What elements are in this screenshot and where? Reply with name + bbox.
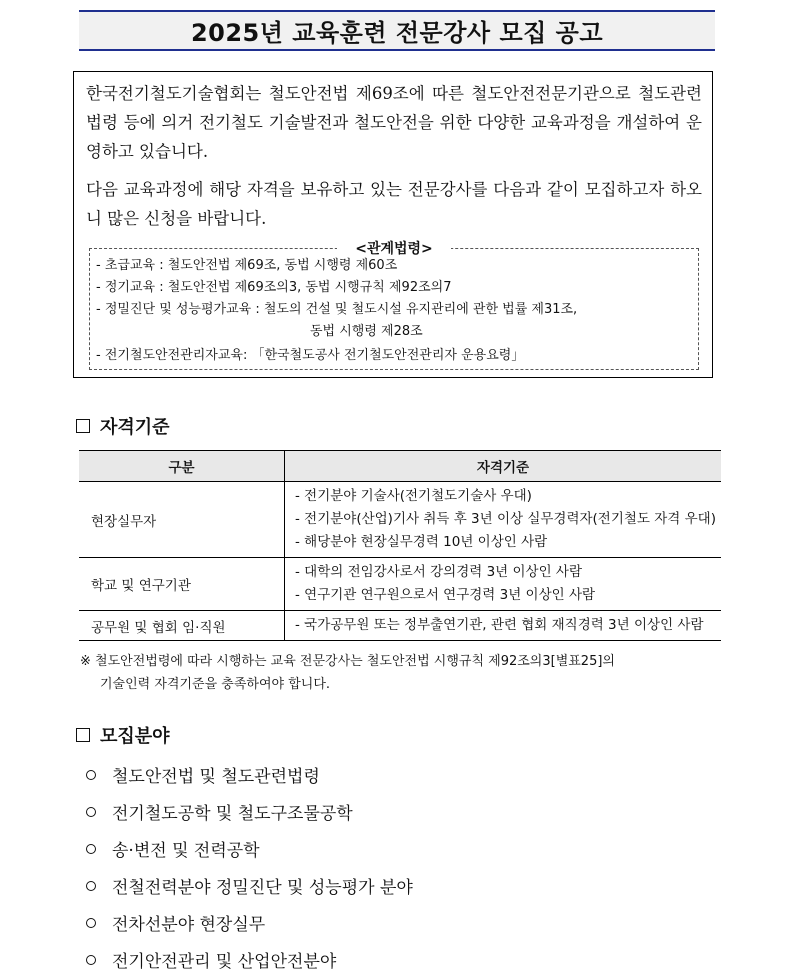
qualification-note: ※ 철도안전법령에 따라 시행하는 교육 전문강사는 철도안전법 시행규칙 제92조의3[별표25]의 기술인력 자격기준을 충족하여야 합니다. [80, 654, 615, 692]
row-criteria: - 국가공무원 또는 정부출연기관, 관련 협회 재직경력 3년 이상인 사람 [285, 611, 722, 641]
law-item: - 초급교육 : 철도안전법 제69조, 동법 시행령 제60조 [96, 258, 398, 273]
qualification-heading: 자격기준 [76, 413, 170, 439]
qualification-table [79, 450, 721, 641]
law-item-continued: 동법 시행령 제28조 [310, 324, 423, 339]
circle-bullet-icon [86, 955, 96, 965]
related-laws-box [89, 241, 699, 370]
row-category: 현장실무자 [79, 482, 285, 558]
list-item: 철도안전법 및 철도관련법령 [86, 756, 413, 793]
row-category: 공무원 및 협회 임·직원 [79, 611, 285, 641]
recruit-heading: 모집분야 [76, 722, 170, 748]
list-item: 전기철도공학 및 철도구조물공학 [86, 793, 413, 830]
circle-bullet-icon [86, 770, 96, 780]
circle-bullet-icon [86, 844, 96, 854]
checkbox-square-icon [76, 728, 90, 742]
law-item: - 전기철도안전관리자교육: 「한국철도공사 전기철도안전관리자 운용요령」 [96, 348, 525, 363]
page-title: 2025년 교육훈련 전문강사 모집 공고 [190, 19, 604, 47]
intro-paragraph-1: 한국전기철도기술협회는 철도안전법 제69조에 따른 철도안전전문기관으로 철도관련법령 등에 의거 전기철도 기술발전과 철도안전을 위한 다양한 교육과정을 개설하여 운영하고 있습니다. [86, 84, 702, 161]
table-row [79, 558, 721, 611]
row-criteria: - 전기분야 기술사(전기철도기술사 우대) - 전기분야(산업)기사 취득 후 3년 이상 실무경력자(전기철도 자격 우대) - 해당분야 현장실무경력 10년 이상인 사람 [285, 482, 722, 558]
list-item: 전철전력분야 정밀진단 및 성능평가 분야 [86, 867, 413, 904]
table-header-row [79, 451, 721, 482]
column-header-category: 구분 [79, 451, 285, 482]
recruit-field-list [86, 756, 413, 978]
title-banner [79, 10, 715, 51]
related-laws-title: <관계법령> [90, 238, 698, 258]
intro-box [73, 71, 713, 378]
checkbox-square-icon [76, 419, 90, 433]
circle-bullet-icon [86, 918, 96, 928]
row-category: 학교 및 연구기관 [79, 558, 285, 611]
column-header-criteria: 자격기준 [285, 451, 722, 482]
table-row [79, 482, 721, 558]
circle-bullet-icon [86, 881, 96, 891]
law-item: - 정밀진단 및 성능평가교육 : 철도의 건설 및 철도시설 유지관리에 관한 법률 제31조, [96, 302, 578, 317]
row-criteria: - 대학의 전임강사로서 강의경력 3년 이상인 사람 - 연구기관 연구원으로서 연구경력 3년 이상인 사람 [285, 558, 722, 611]
list-item: 송·변전 및 전력공학 [86, 830, 413, 867]
law-item: - 정기교육 : 철도안전법 제69조의3, 동법 시행규칙 제92조의7 [96, 280, 452, 295]
intro-paragraph-2: 다음 교육과정에 해당 자격을 보유하고 있는 전문강사를 다음과 같이 모집하고자 하오니 많은 신청을 바랍니다. [86, 180, 702, 228]
list-item: 전차선분야 현장실무 [86, 904, 413, 941]
circle-bullet-icon [86, 807, 96, 817]
table-row [79, 611, 721, 641]
list-item: 전기안전관리 및 산업안전분야 [86, 941, 413, 978]
